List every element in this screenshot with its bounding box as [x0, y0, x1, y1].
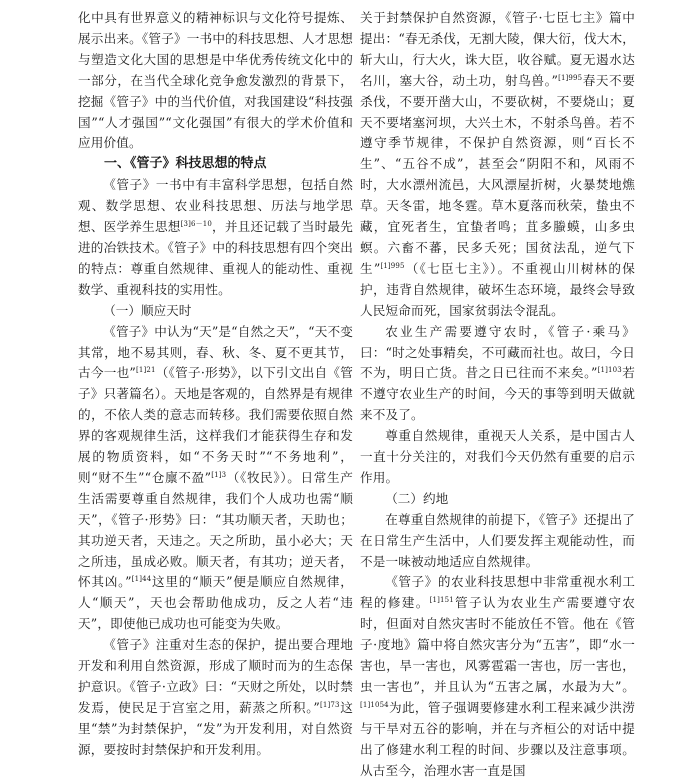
citation-ref: [3]6－10 — [180, 220, 212, 229]
citation-ref: [1]3 — [211, 470, 227, 479]
section-heading-1: 一、《管子》科技思想的特点 — [104, 156, 267, 172]
farming-paragraph — [360, 322, 635, 427]
ecology-cont-text-c: （《七臣七主》）。不重视山川树林的保护，违背自然规律，破坏生态环境，最终会导致人民短命而死，国家贫弱法令混乱。 — [360, 260, 635, 318]
water-text-b: 管子认为农业生产需要遵守农时，但面对自然灾害时不能放任不管。他在《管子·度地》篇中将自然灾害分为“五害”，即“水一害也，旱一害也，风雾雹霜一害也，厉一害也，虫一害也”，并且认为“五害之属，水最为大”。 — [360, 595, 635, 694]
farming-text-b: 若不遵守农业生产的时间，今天的事等到明天做就来不及了。 — [360, 365, 635, 423]
respect-paragraph: 尊重自然规律，重视天人关系，是中国古人一直十分关注的，对我们今天仍然有重要的启示作用。 — [360, 428, 635, 485]
ecology-cont-text-b: 春天不要杀伐，不要开凿大山，不要砍树，不要烧山；夏天不要堵塞河坝，大兴土木，不射杀鸟兽。若不遵守季节规律，不保护自然资源，则“百长不生”、“五谷不成”，甚至会“阴阳不和，风雨不时，大水漂州流邑，大风漂屋折树，火暴焚地燋草。天冬雷，地冬霆。草木夏落而秋荣，蛰虫不藏，宜死者生，宜蛰者鸣；苴多螣蟆，山多虫螟。六畜不蕃，民多夭死；国贫法乱，逆气下生” — [360, 72, 635, 276]
yuedi-paragraph: 在尊重自然规律的前提下，《管子》还提出了在日常生产生活中，人们要发挥主观能动性，而不是一味被动地适应自然规律。 — [360, 511, 635, 569]
tianshi-paragraph — [78, 322, 353, 636]
subsection-heading-2: （二）约地 — [385, 490, 449, 506]
overview-text-b: ，并且还记载了当时最先进的冶铁技术。《管子》中的科技思想有四个突出的特点：尊重自然规律、重视人的能动性、重视数学、重视科技的实用性。 — [78, 219, 354, 297]
ecology-paragraph-continued — [360, 8, 635, 322]
tianshi-text-b: （《管子·形势》，以下引文出自《管子》只著篇名）。天地是客观的，自然界是有规律的，不依人类的意志而转移。我们需要依照自然界的客观规律生活，这样我们才能获得生存和发展的物质资料，如“不务天时”“不务地利”，则“财不生”“仓廪不盈” — [78, 365, 353, 485]
water-text-a: 《管子》的农业科技思想中非常重视水利工程的修建。 — [360, 574, 635, 611]
citation-ref: [1]151 — [429, 596, 454, 605]
tianshi-text-c: （《牧民》）。日常生产生活需要尊重自然规律，我们个人成功也需“顺天”，《管子·形势》曰：“其功顺天者，天助也；其功逆天者，天违之。天之所助，虽小必大；天之所违，虽成必败。顺天者，有其功；逆天者，怀其凶。” — [78, 469, 354, 590]
citation-ref: [1]995 — [558, 73, 583, 82]
overview-paragraph — [78, 175, 353, 300]
citation-ref: [1]73 — [319, 700, 340, 709]
water-text-c: 为此，管子强调要修建水利工程来减少洪涝与干旱对五谷的影响，并在与齐桓公的对话中提出了修建水利工程的时间、步骤以及注意事项。从古至今，治理水害一直是国 — [360, 699, 635, 778]
right-column — [360, 8, 635, 782]
left-column — [78, 8, 353, 761]
overview-text-a: 《管子》一书中有丰富科学思想，包括自然观、数学思想、农业科技思想、历法与地学思想、医学养生思想 — [78, 177, 353, 235]
intro-paragraph-continued: 化中具有世界意义的精神标识与文化符号提炼、展示出来。《管子》一书中的科技思想、人才思想与塑造文化大国的思想是中华优秀传统文化中的一部分，在当代全球化竞争愈发激烈的背景下，挖掘《管子》中的当代价值，对我国建设“科技强国”“人才强国”“文化强国”有很大的学术价值和应用价值。 — [78, 10, 353, 151]
citation-ref: [1]44 — [131, 575, 152, 584]
ecology-text-a: 《管子》注重对生态的保护，提出要合理地开发和利用自然资源，形成了顺时而为的生态保护意识。《管子·立政》曰：“天财之所处，以时禁发焉，使民足于宫室之用，薪蒸之所积。” — [78, 637, 353, 715]
ecology-cont-text-a: 关于封禁保护自然资源，《管子·七臣七主》篇中提出：“春无杀伐，无割大陵，倮大衍，伐大木，斩大山，行大火，诛大臣，收谷赋。夏无遏水达名川，塞大谷，动土功，射鸟兽。” — [360, 10, 635, 88]
farming-text-a: 农业生产需要遵守农时，《管子·乘马》曰：“时之处事精矣，不可藏而社也。故曰，今日不为，明日亡货。昔之日已往而不来矣。” — [360, 323, 635, 381]
citation-ref: [1]103 — [597, 366, 622, 375]
water-paragraph — [360, 572, 635, 781]
citation-ref: [1]995 — [380, 261, 405, 270]
citation-ref: [1]1054 — [360, 700, 389, 709]
ecology-paragraph — [78, 635, 353, 760]
citation-ref: [1]21 — [136, 366, 156, 375]
tianshi-text-a: 《管子》中认为“天”是“自然之天”，“天不变其常，地不易其则，春、秋、冬、夏不更其节，古今一也” — [78, 323, 353, 381]
subsection-heading-1: （一）顺应天时 — [103, 302, 192, 318]
tianshi-text-d: 这里的“顺天”便是顺应自然规律，人“顺天”，天也会帮助他成功，反之人若“违天”，即使他已成功也可能变为失败。 — [78, 574, 353, 632]
ecology-text-b: 这里“禁”为封禁保护，“发”为开发利用，对自然资源，要按时封禁保护和开发利用。 — [78, 699, 353, 757]
